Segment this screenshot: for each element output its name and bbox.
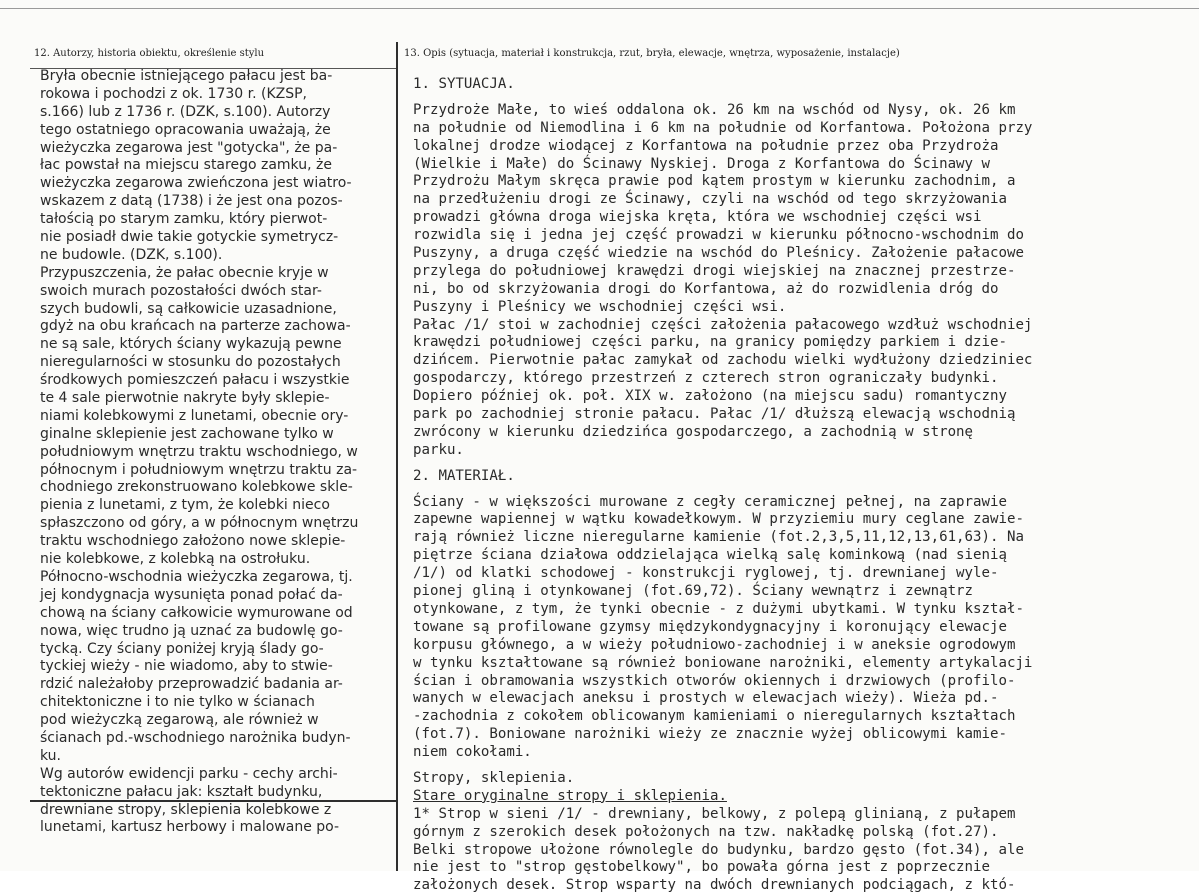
text-line: Przydroże Małe, to wieś oddalona ok. 26 km na wschód od Nysy, ok. 26 km (413, 101, 1016, 118)
text-line: ne budowle. (DZK, s.100). (40, 246, 223, 263)
text-line: Przypuszczenia, że pałac obecnie kryje w (40, 264, 329, 281)
text-line: Wg autorów ewidencji parku - cechy archi- (40, 765, 338, 782)
text-line: piętrze ściana działowa oddzielająca wielką salę kominkową (nad sienią (413, 547, 1007, 564)
text-line: pionej gliną i otynkowanej (fot.69,72). Ściany wewnątrz i zewnątrz (413, 583, 974, 600)
text-line: gdyż na obu krańcach na parterze zachowa- (40, 318, 351, 335)
text-line: południowym wnętrzu traktu wschodniego, w (40, 443, 358, 460)
text-line: (Wielkie i Małe) do Ścinawy Nyskiej. Droga z Korfantowa do Ścinawy w (413, 155, 990, 172)
text-line: chodniego zrekonstruowano kolebkowe skle- (40, 479, 353, 496)
left-column-text (40, 68, 392, 837)
text-line: zapewne wapiennej w wątku kowadełkowym. W przyziemiu mury ceglane zawie- (413, 511, 1024, 528)
text-line: Ściany - w większości murowane z cegły ceramicznej pełnej, na zaprawie (413, 493, 1007, 510)
text-line: nie kolebkowe, z kolebką na ostrołuku. (40, 551, 311, 568)
text-line: Puszyny i Pleśnicy we wschodniej części wsi. (413, 298, 787, 315)
text-line: Pałac /1/ stoi w zachodniej części założenia pałacowego wzdłuż wschodniej (413, 316, 1033, 333)
right-column-text (413, 76, 1158, 895)
text-line: wanych w elewacjach aneksu i prostych w elewacjach wieży). Wieża pd.- (413, 690, 999, 707)
text-line: dzińcem. Pierwotnie pałac zamykał od zachodu wielki wydłużony dziedziniec (413, 352, 1033, 369)
text-line: lokalnej drodze wiodącej z Korfantowa na południe przez oba Przydroża (413, 137, 999, 154)
text-line: nie posiadł dwie takie gotyckie symetrycz- (40, 229, 339, 246)
text-line: lunetami, kartusz herbowy i malowane po- (40, 819, 340, 836)
text-line: towane są profilowane gzymsy międzykondygnacyjny i koronujący elewacje (413, 618, 1007, 635)
text-line: wieżyczka zegarowa zwieńczona jest wiatro- (40, 175, 352, 192)
text-line: tałością po starym zamku, który pierwot- (40, 211, 328, 228)
text-line: północnym i południowym wnętrzu traktu za- (40, 461, 358, 478)
text-line: te 4 sale pierwotnie nakryte były sklepie- (40, 390, 330, 407)
text-line: -zachodnia z cokołem oblicowanym kamieniami o nieregularnych kształtach (413, 708, 1016, 725)
text-line: rokowa i pochodzi z ok. 1730 r. (KZSP, (40, 85, 308, 102)
text-line: drewniane stropy, sklepienia kolebkowe z (40, 801, 332, 818)
text-line: parku. (413, 441, 464, 458)
text-line: ścian i obramowania wszystkich otworów okiennych i drzwiowych (profilo- (413, 672, 1016, 689)
text-line: niami kolebkowymi z lunetami, obecnie ory- (40, 407, 349, 424)
text-line: /1/) od klatki schodowej - konstrukcji ryglowej, tj. drewnianej wyle- (413, 565, 999, 582)
text-line: rozwidla się i jedna jej część prowadzi w kierunku północno-wschodnim do (413, 227, 1024, 244)
subsection-title-ceilings: Stropy, sklepienia. (413, 769, 575, 786)
text-line: górnym z szerokich desek położonych na tzw. nakładkę polską (fot.27). (413, 823, 999, 840)
text-line: założonych desek. Strop wsparty na dwóch drewnianych podciągach, z któ- (413, 877, 1016, 894)
subsection-underlined-title: Stare oryginalne stropy i sklepienia. (413, 787, 727, 804)
text-line: niem cokołami. (413, 744, 532, 761)
text-line: na południe od Niemodlina i 6 km na południe od Korfantowa. Położona przy (413, 119, 1033, 136)
left-column-header: 12. Autorzy, historia obiektu, określenie stylu (34, 48, 265, 59)
text-line: nieregularności w stosunku do pozostałych (40, 354, 341, 371)
text-line: nowa, więc trudno ją uznać za budowlę go- (40, 622, 343, 639)
text-line: ni, bo od skrzyżowania drogi do Korfantowa, aż do rozwidlenia dróg do (413, 280, 999, 297)
section-title-material: 2. MATERIAŁ. (413, 467, 515, 484)
right-column-header: 13. Opis (sytuacja, materiał i konstrukcja, rzut, bryła, elewacje, wnętrza, wyposażenie, instalacje) (404, 48, 900, 59)
section-title-situation: 1. SYTUACJA. (413, 76, 515, 92)
text-line: traktu wschodniego założono nowe sklepie- (40, 533, 346, 550)
text-line: na przedłużeniu drogi ze Ścinawy, czyli na wschód od tego skrzyżowania (413, 191, 1007, 208)
subsection-ceilings-body (413, 806, 1158, 895)
text-line: s.166) lub z 1736 r. (DZK, s.100). Autorzy (40, 103, 331, 120)
text-line: tektoniczne pałacu jak: kształt budynku, (40, 783, 323, 800)
text-line: rdzić należałoby przeprowadzić badania ar- (40, 676, 343, 693)
text-line: Dopiero później ok. poł. XIX w. założono (na miejscu sadu) romantyczny (413, 388, 1007, 405)
text-line: jej kondygnacja wysunięta ponad połać da- (40, 586, 343, 603)
text-line: Belki stropowe ułożone równolegle do budynku, bardzo gęsto (fot.34), ale (413, 841, 1024, 858)
text-line: Północno-wschodnia wieżyczka zegarowa, tj. (40, 568, 353, 585)
text-line: Bryła obecnie istniejącego pałacu jest ba- (40, 68, 333, 84)
top-edge-line (0, 8, 1199, 9)
text-line: w tynku kształtowane są również boniowane narożniki, elementy artykalacji (413, 654, 1033, 671)
text-line: gospodarczy, którego przestrzeń z czterech stron ograniczały budynki. (413, 370, 999, 387)
column-divider (396, 42, 398, 871)
text-line: Przydrożu Małym skręca prawie pod kątem prostym w kierunku zachodnim, a (413, 173, 1016, 190)
text-line: 1* Strop w sieni /1/ - drewniany, belkowy, z polepą glinianą, z pułapem (413, 805, 1016, 822)
text-line: swoich murach pozostałości dwóch star- (40, 282, 322, 299)
text-line: Puszyny, a druga część wiedzie na wschód do Pleśnicy. Założenie pałacowe (413, 245, 1024, 262)
section-material-body (413, 494, 1158, 762)
text-line: pienia z lunetami, z tym, że kolebki nieco (40, 497, 330, 514)
text-line: środkowych pomieszczeń pałacu i wszystkie (40, 372, 350, 389)
section-situation-body (413, 102, 1158, 460)
text-line: pod wieżyczką zegarową, ale również w (40, 712, 319, 729)
text-line: przylega do południowej krawędzi drogi wiejskiej na znacznej przestrze- (413, 262, 1016, 279)
text-line: szych budowli, są całkowicie uzasadnione, (40, 300, 337, 317)
text-line: tycką. Czy ściany poniżej kryją ślady go- (40, 640, 324, 657)
text-line: tyckiej wieży - nie wiadomo, aby to stwie- (40, 658, 333, 675)
text-line: krawędzi południowej części parku, na granicy pomiędzy parkiem i dzie- (413, 334, 1007, 351)
text-line: chową na ściany całkowicie wymurowane od (40, 604, 353, 621)
text-line: otynkowane, z tym, że tynki obecnie - z dużymi ubytkami. W tynku kształ- (413, 600, 1024, 617)
text-line: korpusu głównego, a w wieży południowo-zachodniej i w aneksie ogrodowym (413, 636, 1016, 653)
text-line: ne są sale, których ściany wykazują pewne (40, 336, 342, 353)
text-line: wieżyczka zegarowa jest "gotycka", że pa- (40, 139, 338, 156)
text-line: spłaszczono od góry, a w północnym wnętrzu (40, 515, 359, 532)
text-line: nie jest to "strop gęstobelkowy", bo powała górna jest z poprzecznie (413, 859, 990, 876)
text-line: chitektoniczne i to nie tylko w ścianach (40, 694, 315, 711)
text-line: ścianach pd.-wschodniego narożnika budyn- (40, 729, 351, 746)
text-line: rają również liczne nieregularne kamienie (fot.2,3,5,11,12,13,61,63). Na (413, 529, 1024, 546)
text-line: ku. (40, 747, 61, 764)
text-line: ginalne sklepienie jest zachowane tylko w (40, 425, 334, 442)
text-line: (fot.7). Boniowane narożniki wieży ze znacznie wyżej oblicowymi kamie- (413, 726, 1007, 743)
text-line: prowadzi główna droga wiejska kręta, która we wschodniej części wsi (413, 209, 982, 226)
text-line: tego ostatniego opracowania uważają, że (40, 121, 331, 138)
text-line: wskazem z datą (1738) i że jest ona pozos- (40, 193, 343, 210)
text-line: łac powstał na miejscu starego zamku, że (40, 157, 332, 174)
text-line: park po zachodniej stronie pałacu. Pałac /1/ dłuższą elewacją wschodnią (413, 406, 1016, 423)
text-line: zwrócony w kierunku dziedzińca gospodarczego, a zachodnią w stronę (413, 423, 974, 440)
